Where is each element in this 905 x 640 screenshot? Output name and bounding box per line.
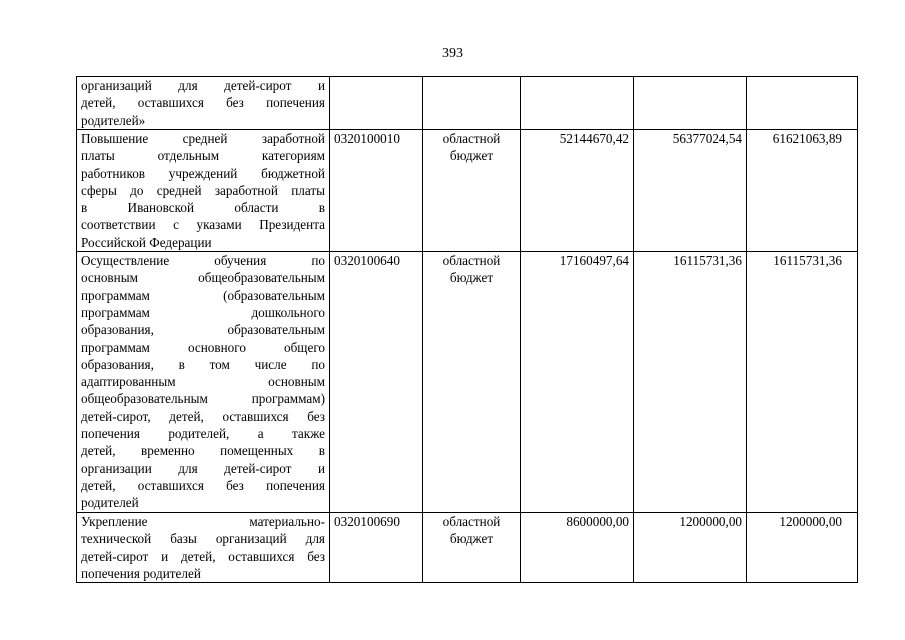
name-line: Российской Федерации — [81, 234, 212, 250]
amount-year2-cell — [634, 77, 747, 130]
funding-source-line: бюджет — [449, 531, 494, 547]
funding-source-line: областной — [442, 514, 501, 530]
name-line: родителей» — [81, 112, 146, 128]
name-line: образования, в том числе по — [81, 356, 325, 372]
funding-source-line: областной — [442, 253, 501, 269]
name-line: организации для детей-сирот и — [81, 460, 325, 476]
name-line: основным общеобразовательным — [81, 270, 325, 286]
table-row — [77, 513, 858, 583]
funding-source-cell — [423, 513, 521, 583]
program-name-cell — [77, 252, 330, 513]
program-name-cell — [77, 130, 330, 252]
amount-year3-cell: 1200000,00 — [747, 513, 858, 583]
table-row — [77, 77, 858, 130]
name-line: сферы до средней заработной платы — [81, 182, 325, 198]
name-line: образования, образовательным — [81, 322, 325, 338]
amount-year3-cell: 61621063,89 — [747, 130, 858, 252]
funding-source-cell — [423, 77, 521, 130]
name-line: Повышение средней заработной — [81, 131, 325, 146]
amount-year1-cell: 17160497,64 — [521, 252, 634, 513]
budget-code-cell: 0320100010 — [330, 130, 423, 252]
amount-year2-cell: 56377024,54 — [634, 130, 747, 252]
program-name-cell — [77, 77, 330, 130]
amount-year3-cell: 16115731,36 — [747, 252, 858, 513]
name-line: работников учреждений бюджетной — [81, 165, 325, 181]
name-line: детей, временно помещенных в — [81, 443, 325, 459]
table-row — [77, 252, 858, 513]
table-row — [77, 130, 858, 252]
name-line: родителей — [81, 495, 139, 511]
funding-source-cell — [423, 130, 521, 252]
name-line: Укрепление материально- — [81, 514, 325, 530]
name-line: адаптированным основным — [81, 374, 325, 390]
name-line: программам основного общего — [81, 339, 325, 355]
name-line: детей-сирот и детей, оставшихся без — [81, 548, 325, 564]
name-line: детей, оставшихся без попечения — [81, 477, 325, 493]
name-line: попечения родителей, а также — [81, 426, 325, 442]
table-body — [77, 77, 858, 583]
name-line: попечения родителей — [81, 565, 201, 581]
name-line: Осуществление обучения по — [81, 253, 325, 269]
name-line: платы отдельным категориям — [81, 148, 325, 164]
funding-source-line: областной — [442, 131, 501, 146]
name-line: детей, оставшихся без попечения — [81, 95, 325, 111]
page-number: 393 — [442, 46, 463, 61]
budget-code-cell: 0320100640 — [330, 252, 423, 513]
name-line: технической базы организаций для — [81, 531, 325, 547]
name-line: программам дошкольного — [81, 304, 325, 320]
name-line: общеобразовательным программам) — [81, 391, 325, 407]
amount-year3-cell — [747, 77, 858, 130]
funding-source-line: бюджет — [449, 148, 494, 164]
budget-code-cell: 0320100690 — [330, 513, 423, 583]
amount-year2-cell: 1200000,00 — [634, 513, 747, 583]
program-name-cell — [77, 513, 330, 583]
amount-year2-cell: 16115731,36 — [634, 252, 747, 513]
name-line: организаций для детей-сирот и — [81, 78, 325, 93]
amount-year1-cell — [521, 77, 634, 130]
budget-table — [76, 76, 858, 583]
name-line: в Ивановской области в — [81, 200, 325, 216]
name-line: детей-сирот, детей, оставшихся без — [81, 408, 325, 424]
name-line: программам (образовательным — [81, 287, 325, 303]
name-line: соответствии с указами Президента — [81, 217, 325, 233]
budget-code-cell — [330, 77, 423, 130]
amount-year1-cell: 52144670,42 — [521, 130, 634, 252]
amount-year1-cell: 8600000,00 — [521, 513, 634, 583]
funding-source-line: бюджет — [449, 270, 494, 286]
funding-source-cell — [423, 252, 521, 513]
